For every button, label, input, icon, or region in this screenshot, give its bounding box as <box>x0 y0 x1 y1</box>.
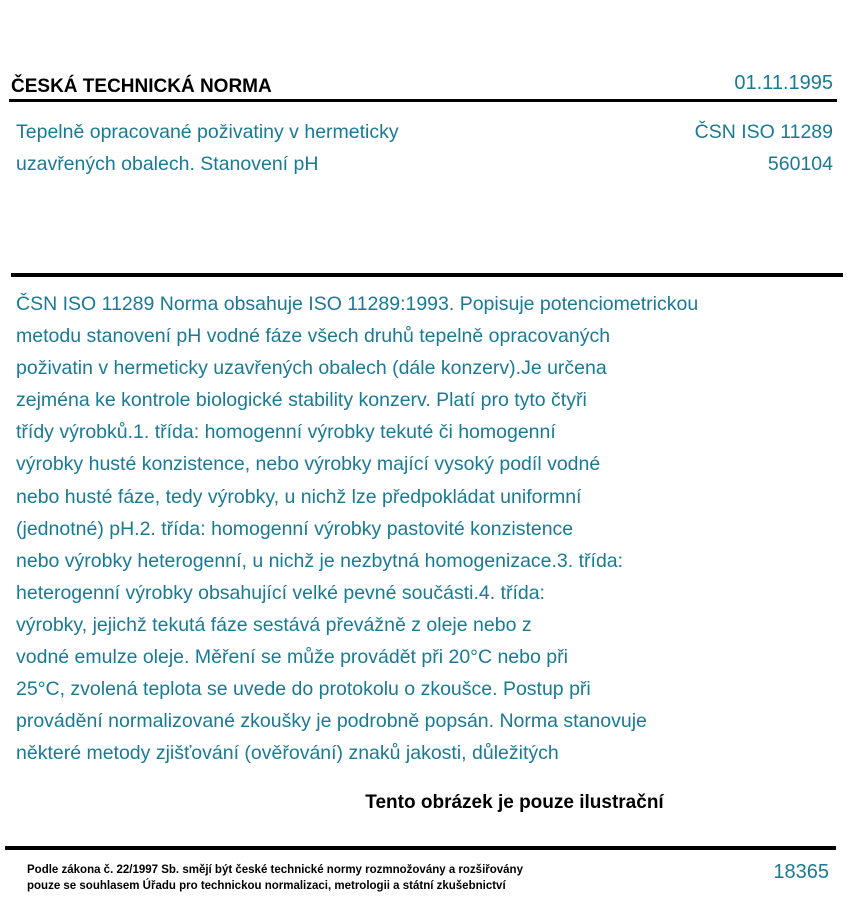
publication-date: 01.11.1995 <box>734 72 833 94</box>
abstract-line: 25°C, zvolená teplota se uvede do protokolu o zkoušce. Postup při <box>16 678 591 701</box>
legal-notice <box>27 862 523 894</box>
abstract-line: výrobky, jejichž tekutá fáze sestává převážně z oleje nebo z <box>16 613 532 636</box>
standard-code: ČSN ISO 11289 <box>694 121 833 143</box>
document-title: ČESKÁ TECHNICKÁ NORMA <box>11 76 272 97</box>
top-divider <box>9 99 837 102</box>
abstract-line: některé metody zjišťování (ověřování) znaků jakosti, důležitých <box>16 742 559 765</box>
standard-subject <box>16 116 399 180</box>
abstract-line: třídy výrobků.1. třída: homogenní výrobky tekuté či homogenní <box>16 421 556 444</box>
legal-line: pouze se souhlasem Úřadu pro technickou normalizaci, metrologii a státní zkušebnictví <box>27 880 506 892</box>
abstract-line: vodné emulze oleje. Měření se může provádět při 20°C nebo při <box>16 646 568 669</box>
abstract-line: heterogenní výrobky obsahující velké pevné součásti.4. třída: <box>16 581 545 604</box>
abstract-line: poživatin v hermeticky uzavřených obalech (dále konzerv).Je určena <box>16 357 607 380</box>
middle-divider <box>11 273 843 277</box>
abstract-line: výrobky husté konzistence, nebo výrobky mající vysoký podíl vodné <box>16 453 601 476</box>
document-number: 18365 <box>773 861 829 883</box>
abstract-line: ČSN ISO 11289 Norma obsahuje ISO 11289:1993. Popisuje potenciometrickou <box>16 293 699 315</box>
subject-line: uzavřených obalech. Stanovení pH <box>16 153 319 175</box>
abstract-line: (jednotné) pH.2. třída: homogenní výrobky pastovité konzistence <box>16 517 574 540</box>
abstract-line: provádění normalizované zkoušky je podrobně popsán. Norma stanovuje <box>16 710 647 733</box>
standard-identifiers <box>695 116 833 180</box>
abstract-line: nebo husté fáze, tedy výrobky, u nichž lze předpokládat uniformní <box>16 485 582 508</box>
abstract-text <box>16 288 836 769</box>
abstract-line: metodu stanovení pH vodné fáze všech druhů tepelně opracovaných <box>16 325 611 348</box>
subject-line: Tepelně opracované poživatiny v hermeticky <box>16 121 399 143</box>
illustration-note: Tento obrázek je pouze ilustrační <box>365 792 664 813</box>
class-number: 560104 <box>767 153 833 175</box>
abstract-line: zejména ke kontrole biologické stability konzerv. Platí pro tyto čtyři <box>16 389 587 412</box>
legal-line: Podle zákona č. 22/1997 Sb. smějí být české technické normy rozmnožovány a rozšiřovány <box>27 864 523 876</box>
bottom-divider <box>5 846 836 850</box>
abstract-line: nebo výrobky heterogenní, u nichž je nezbytná homogenizace.3. třída: <box>16 549 624 572</box>
